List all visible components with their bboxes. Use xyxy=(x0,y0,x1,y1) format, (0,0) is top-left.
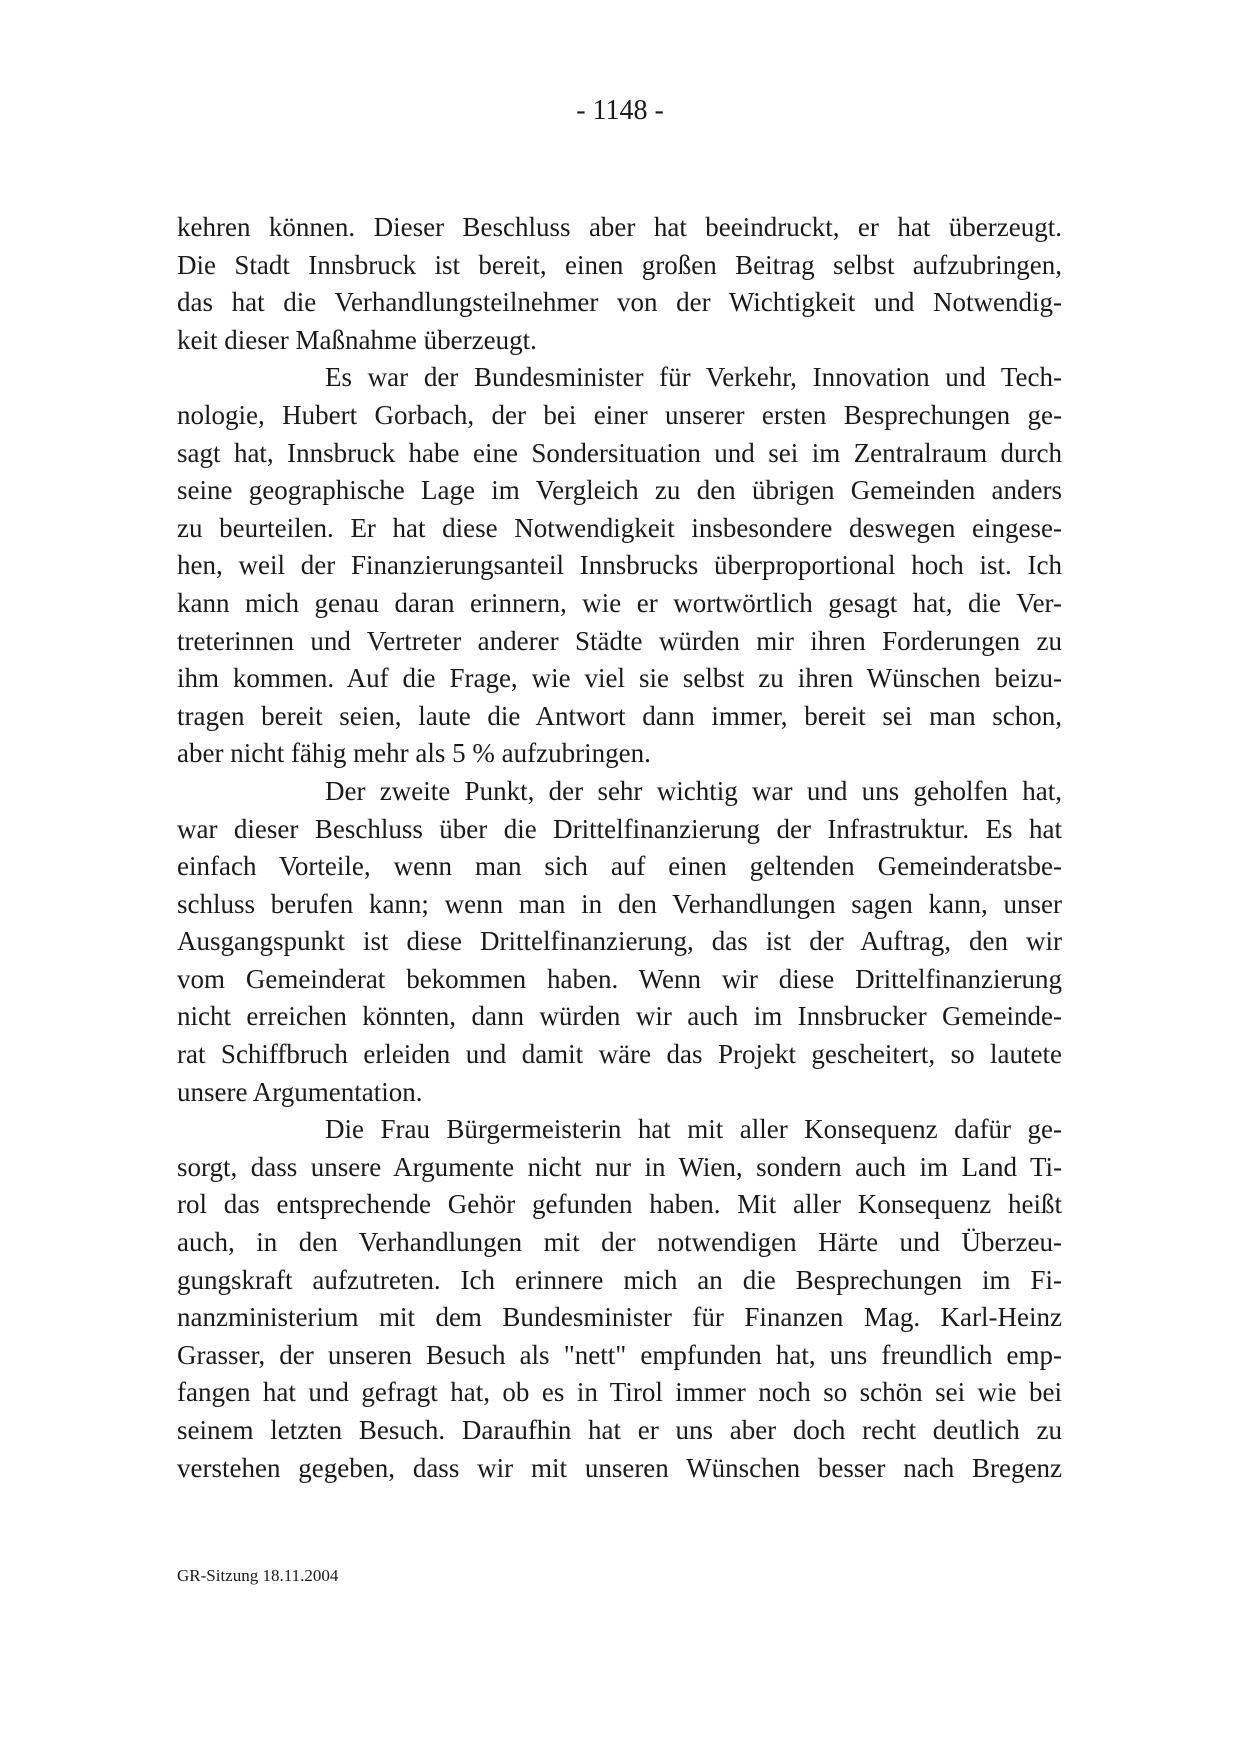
text-line: das hat die Verhandlungsteilnehmer von der Wichtigkeit und Notwendig- xyxy=(177,287,1062,318)
text-line: einfach Vorteile, wenn man sich auf einen geltenden Gemeinderatsbe- xyxy=(177,851,1062,882)
text-line: hen, weil der Finanzierungsanteil Innsbrucks überproportional hoch ist. Ich xyxy=(177,550,1062,581)
text-line: gungskraft aufzutreten. Ich erinnere mich an die Besprechungen im Fi- xyxy=(177,1264,1062,1295)
body-text xyxy=(177,209,1062,1487)
text-line: treterinnen und Vertreter anderer Städte würden mir ihren Forderungen zu xyxy=(177,625,1062,656)
text-line: kann mich genau daran erinnern, wie er wortwörtlich gesagt hat, die Ver- xyxy=(177,587,1062,618)
text-line: Der zweite Punkt, der sehr wichtig war und uns geholfen hat, xyxy=(325,775,1062,806)
footer-session-date: GR-Sitzung 18.11.2004 xyxy=(177,1566,339,1585)
text-line: kehren können. Dieser Beschluss aber hat beeindruckt, er hat überzeugt. xyxy=(177,212,1062,242)
text-line: nologie, Hubert Gorbach, der bei einer unserer ersten Besprechungen ge- xyxy=(177,399,1062,430)
text-line: schluss berufen kann; wenn man in den Verhandlungen sagen kann, unser xyxy=(177,888,1062,919)
text-line: Die Stadt Innsbruck ist bereit, einen großen Beitrag selbst aufzubringen, xyxy=(177,249,1062,280)
text-line: aber nicht fähig mehr als 5 % aufzubringen. xyxy=(177,738,651,769)
text-line: Ausgangspunkt ist diese Drittelfinanzierung, das ist der Auftrag, den wir xyxy=(177,926,1062,957)
text-line: vom Gemeinderat bekommen haben. Wenn wir diese Drittelfinanzierung xyxy=(177,963,1062,994)
text-line: seinem letzten Besuch. Daraufhin hat er uns aber doch recht deutlich zu xyxy=(177,1415,1062,1445)
text-line: rat Schiffbruch erleiden und damit wäre das Projekt gescheitert, so lautete xyxy=(177,1039,1062,1070)
text-line: sorgt, dass unsere Argumente nicht nur in Wien, sondern auch im Land Ti- xyxy=(177,1151,1062,1182)
text-line: seine geographische Lage im Vergleich zu den übrigen Gemeinden anders xyxy=(177,475,1062,506)
text-line: Grasser, der unseren Besuch als "nett" empfunden hat, uns freundlich emp- xyxy=(177,1339,1062,1370)
text-line: verstehen gegeben, dass wir mit unseren Wünschen besser nach Bregenz xyxy=(177,1452,1062,1483)
text-line: zu beurteilen. Er hat diese Notwendigkeit insbesondere deswegen eingese- xyxy=(177,512,1062,543)
text-line: nicht erreichen könnten, dann würden wir auch im Innsbrucker Gemeinde- xyxy=(177,1001,1062,1032)
text-line: unsere Argumentation. xyxy=(177,1076,423,1107)
text-line: war dieser Beschluss über die Drittelfinanzierung der Infrastruktur. Es hat xyxy=(177,813,1062,844)
text-line: nanzministerium mit dem Bundesminister für Finanzen Mag. Karl-Heinz xyxy=(177,1302,1062,1333)
text-line: ihm kommen. Auf die Frage, wie viel sie selbst zu ihren Wünschen beizu- xyxy=(177,663,1062,694)
text-line: Es war der Bundesminister für Verkehr, Innovation und Tech- xyxy=(325,362,1062,393)
text-line: tragen bereit seien, laute die Antwort dann immer, bereit sei man schon, xyxy=(177,700,1062,731)
page-number: - 1148 - xyxy=(576,95,664,126)
text-line: sagt hat, Innsbruck habe eine Sondersituation und sei im Zentralraum durch xyxy=(177,437,1062,468)
text-line: Die Frau Bürgermeisterin hat mit aller Konsequenz dafür ge- xyxy=(325,1114,1062,1145)
text-line: keit dieser Maßnahme überzeugt. xyxy=(177,324,537,355)
text-line: fangen hat und gefragt hat, ob es in Tirol immer noch so schön sei wie bei xyxy=(177,1377,1062,1408)
text-line: auch, in den Verhandlungen mit der notwendigen Härte und Überzeu- xyxy=(177,1227,1062,1258)
text-line: rol das entsprechende Gehör gefunden haben. Mit aller Konsequenz heißt xyxy=(177,1189,1062,1220)
